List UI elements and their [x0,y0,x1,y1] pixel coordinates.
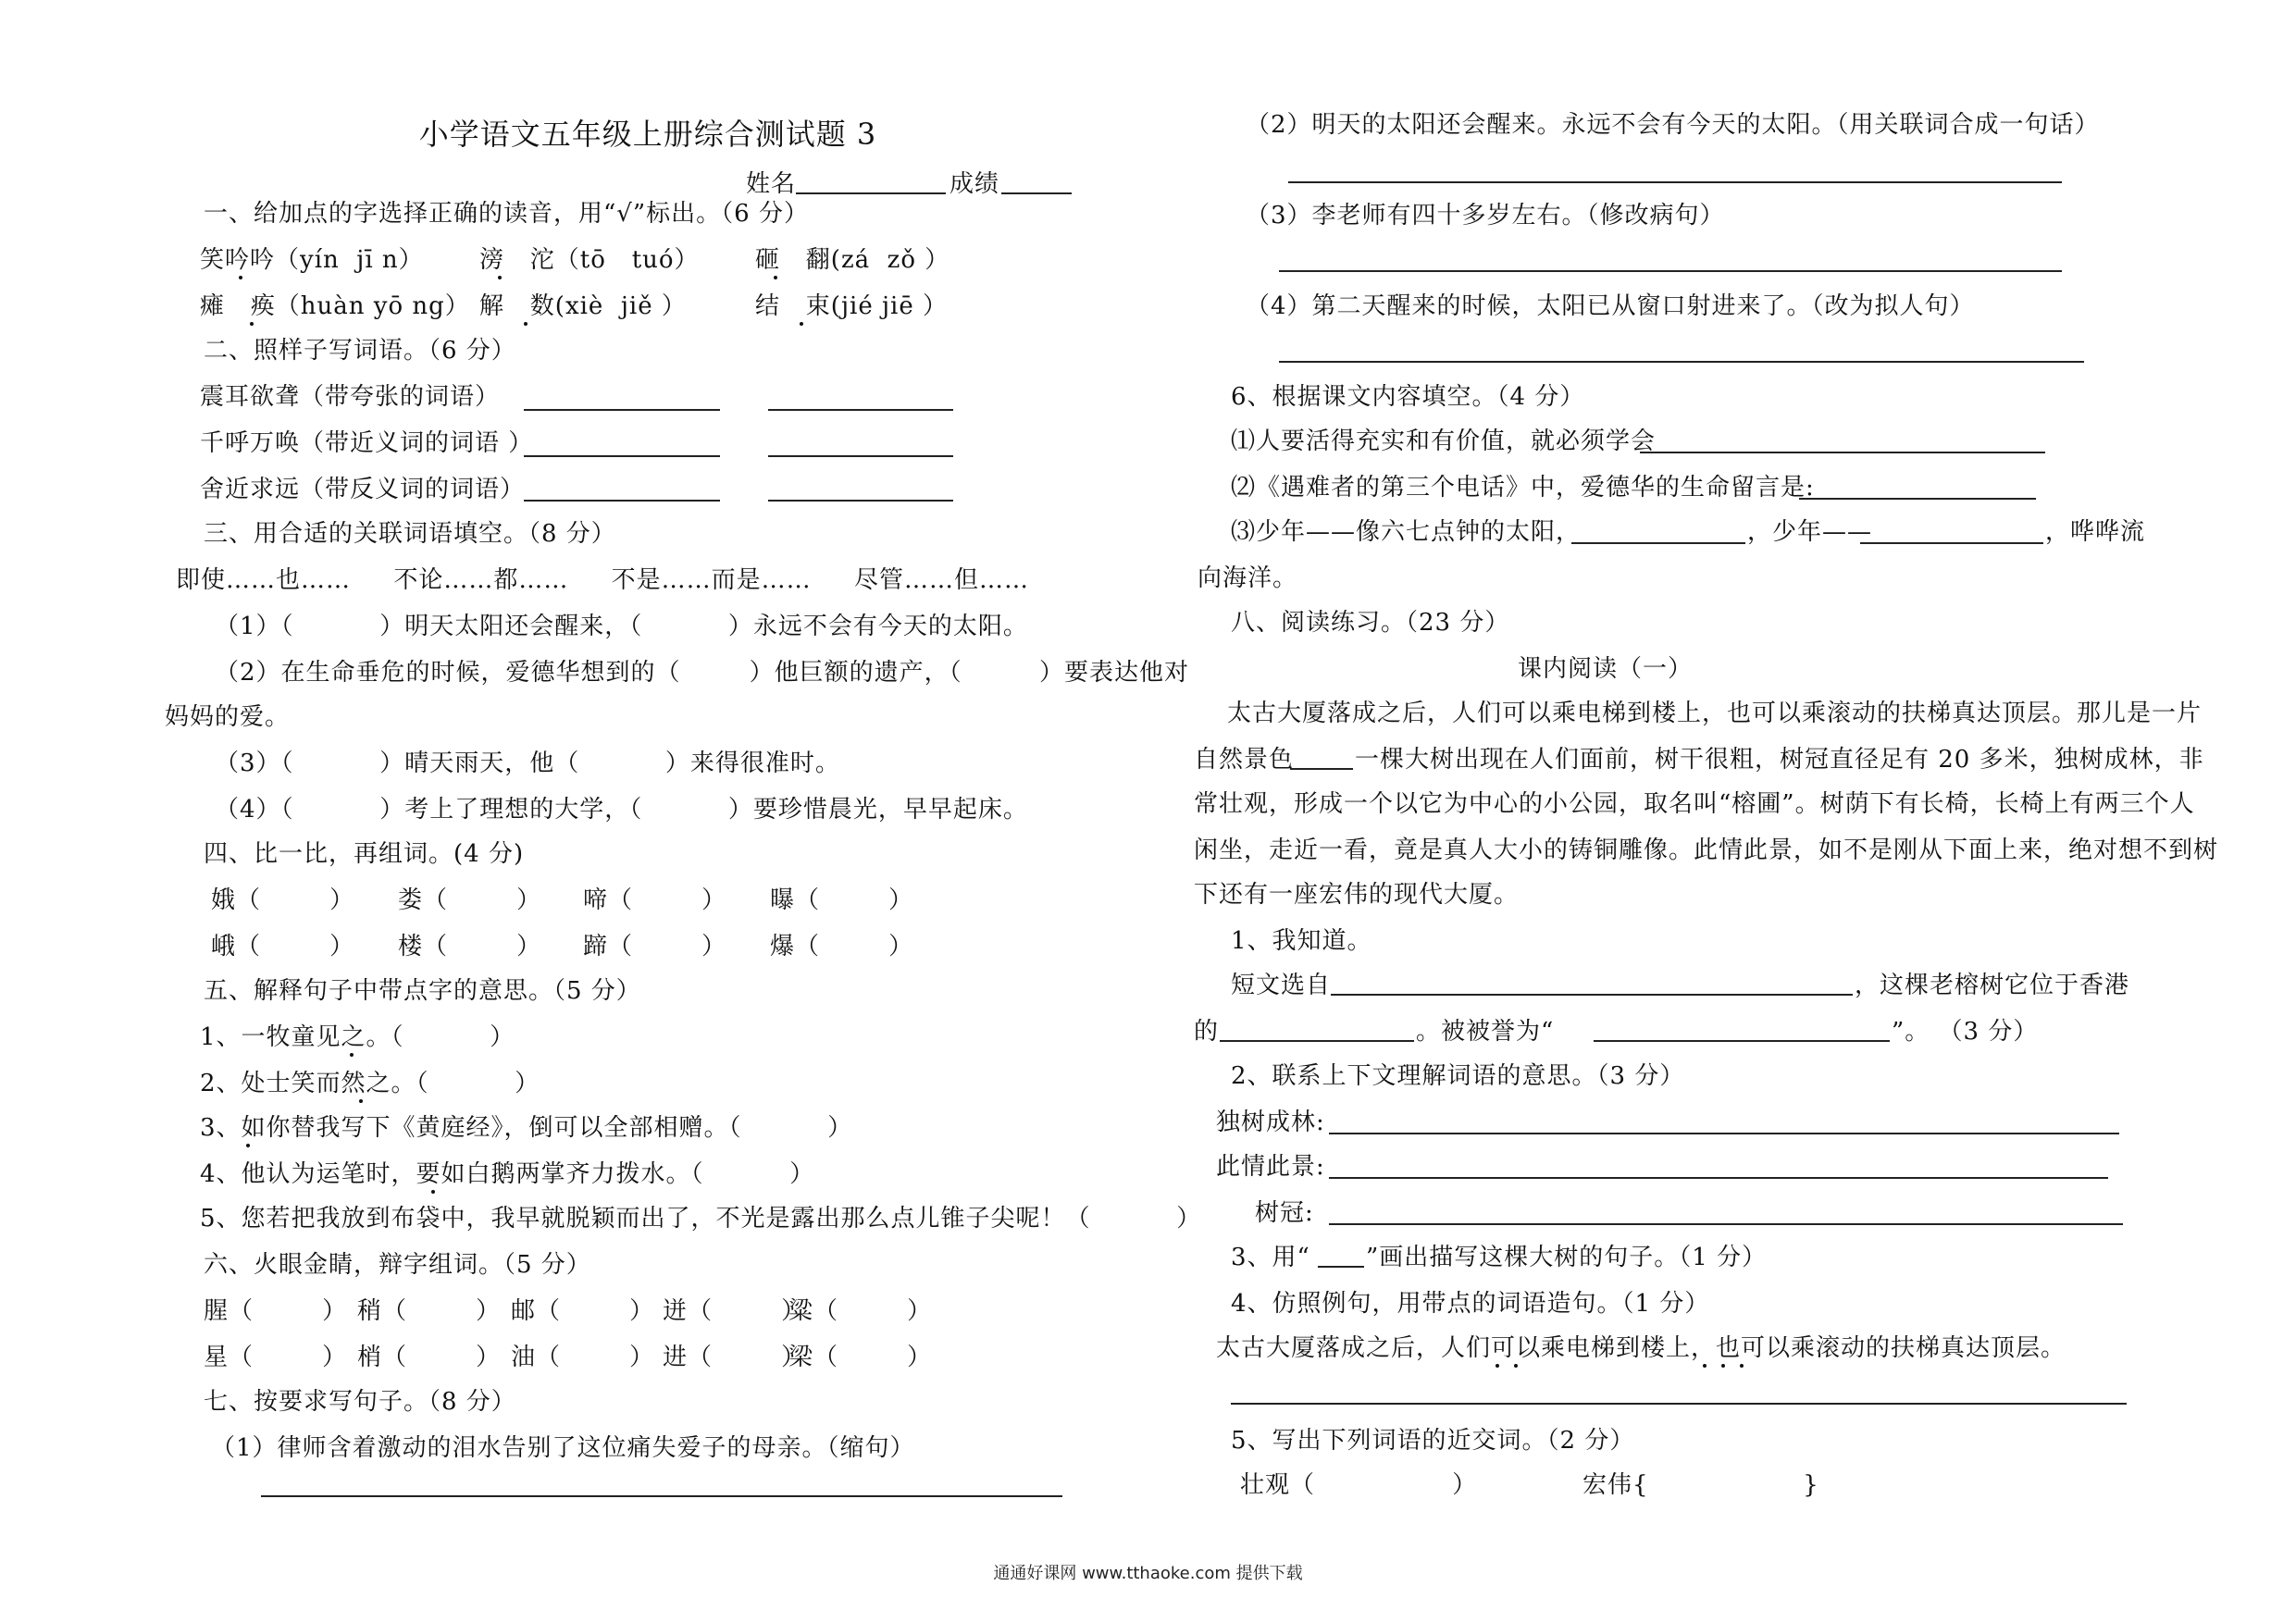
q4-item: 爆（ ） [770,933,914,960]
emphasis-dot [350,1053,354,1057]
q5-item: 3、如你替我写下《黄庭经》，倒可以全部相赠。（ ） [200,1114,853,1142]
q3-item: （2）在生命垂危的时候，爱德华想到的（ ）他巨额的遗产，（ ）要表达他对 [215,659,1190,687]
q5-item: 5、您若把我放到布袋中，我早就脱颖而出了，不光是露出那么点儿锥子尖呢！（ ） [200,1205,1202,1233]
page-title: 小学语文五年级上册综合测试题 3 [418,117,877,152]
q5-item: 1、一牧童见之。（ ） [200,1023,515,1051]
reading-title: 课内阅读（一） [1518,655,1694,683]
emphasis-dot [246,1144,250,1147]
emphasis-dot [1703,1364,1706,1368]
passage-line: 太古大厦落成之后，人们可以乘电梯到楼上，也可以乘滚动的扶梯真达顶层。那儿是一片 [1227,700,2203,727]
q2-item: 千呼万唤（带近义词的词语 ） [200,429,534,457]
answer-blank[interactable] [768,500,953,502]
q6-heading: 六、火眼金睛，辩字组词。（5 分） [204,1251,591,1279]
answer-blank[interactable] [524,500,720,502]
answer-blank[interactable] [1799,498,2036,500]
passage-line: 常壮观，形成一个以它为中心的小公园，取名叫“榕圃”。树荫下有长椅，长椅上有两三个人 [1194,790,2195,818]
answer-line[interactable] [1329,1223,2123,1225]
q3-item: （4）（ ）考上了理想的大学，（ ）要珍惜晨光，早早起床。 [215,796,1028,824]
q3-heading: 三、用合适的关联词语填空。（8 分） [204,520,616,548]
answer-blank[interactable] [1290,768,1353,770]
q1-item: 笑吟吟（yín jī n） [200,246,424,274]
answer-blank[interactable] [1860,542,2043,544]
q4-item: 娥（ ） [211,886,355,914]
answer-line[interactable] [1288,181,2062,183]
answer-blank[interactable] [1331,994,1853,996]
passage-line: 下还有一座宏伟的现代大厦。 [1194,881,1520,909]
q4-item: 曝（ ） [770,886,914,914]
emphasis-dot [1514,1364,1518,1368]
reading-q1-text: ”。 （3 分） [1892,1018,2039,1046]
q4-heading: 四、比一比，再组词。(4 分) [204,840,525,868]
answer-blank[interactable] [524,455,720,457]
reading-q3: ”画出描写这棵大树的句子。（1 分） [1366,1244,1768,1271]
q3-item: （3）（ ）晴天雨天，他（ ）来得很准时。 [215,750,840,777]
q8-item: ，少年—— [1747,518,1873,546]
answer-line[interactable] [1279,361,2084,363]
reading-q1-text: 。被被誉为“ [1416,1018,1555,1046]
q4-item: 蹄（ ） [583,933,727,960]
answer-blank[interactable] [524,409,720,411]
q8-item: ，哗哗流 [2045,518,2146,546]
passage-line: 闲坐，走近一看，竟是真人大小的铸铜雕像。此情此景，如不是刚从下面上来，绝对想不到树 [1194,836,2219,864]
synonym-item: 壮观（ ） [1240,1471,1478,1499]
q4-item: 楼（ ） [398,933,542,960]
reading-q3: 3、用“ [1231,1244,1310,1271]
emphasis-dot [1496,1364,1499,1368]
emphasis-dot [1721,1364,1725,1368]
q4-item: 啼（ ） [583,886,727,914]
answer-line[interactable] [1279,270,2062,272]
reading-q1-text: 的 [1194,1018,1220,1046]
reading-q1-text: ，这棵老榕树它位于香港 [1855,972,2130,999]
q8-heading: 6、根据课文内容填空。（4 分） [1231,383,1585,411]
q7-item: （1）律师含着激动的泪水告别了这位痛失爱子的母亲。（缩句） [211,1434,915,1462]
answer-blank[interactable] [1571,542,1745,544]
q1-heading: 一、给加点的字选择正确的读音，用“√”标出。（6 分） [204,200,809,228]
reading-q4: 4、仿照例句，用带点的词语造句。（1 分） [1231,1290,1710,1318]
answer-line[interactable] [1329,1177,2108,1179]
q1-item: 结 束(jié jiē ） [755,292,948,320]
q6-item: 梢（ ） [357,1344,502,1371]
reading-q1-text: 短文选自 [1231,972,1332,999]
reading-q2: 2、联系上下文理解词语的意思。（3 分） [1231,1062,1685,1090]
q6-item: 星（ ） [204,1344,348,1371]
emphasis-dot [239,276,242,279]
answer-blank[interactable] [768,409,953,411]
q1-item: 砸 翻(zá zǒ ） [755,246,950,274]
q1-item: 滂 沱（tō tuó） [479,246,700,274]
name-field[interactable] [796,192,946,194]
q4-item: 峨（ ） [211,933,355,960]
score-label: 成绩 [949,170,1000,198]
reading-q1: 1、我知道。 [1231,927,1372,955]
q3-item-cont: 妈妈的爱。 [165,703,291,731]
q7-item: （4）第二天醒来的时候，太阳已从窗口射进来了。（改为拟人句） [1246,292,1975,320]
q6-item: 梁（ ） [788,1344,933,1371]
term-label: 树冠: [1255,1199,1314,1227]
q1-item: 瘫 痪（huàn yō ng） [200,292,470,320]
q6-item: 邮（ ） [511,1297,655,1325]
answer-line[interactable] [261,1495,1062,1497]
right-column [1194,0,2219,1623]
emphasis-dot [359,1099,363,1103]
q3-item: （1）（ ）明天太阳还会醒来，（ ）永远不会有今天的太阳。 [215,613,1028,640]
q5-item: 4、他认为运笔时，要如白鹅两掌齐力拨水。（ ） [200,1160,815,1188]
answer-line[interactable] [1231,1403,2127,1405]
emphasis-dot [800,322,803,326]
q4-item: 娄（ ） [398,886,542,914]
q6-item: 进（ ） [663,1344,807,1371]
q6-item: 稍（ ） [357,1297,502,1325]
term-label: 此情此景: [1216,1153,1325,1181]
q6-item: 粱（ ） [788,1297,933,1325]
answer-blank[interactable] [1640,452,2045,453]
passage-line: 一棵大树出现在人们面前，树干很粗，树冠直径足有 20 多米，独树成林，非 [1355,746,2204,774]
answer-line[interactable] [1329,1133,2119,1134]
emphasis-dot [250,322,254,326]
q1-item: 解 数(xiè jiě ） [479,292,687,320]
q8-item: ⑴人要活得充实和有价值，就必须学会 [1231,427,1657,455]
q8-item: ⑵《遇难者的第三个电话》中，爱德华的生命留言是: [1231,474,1815,502]
q2-item: 舍近求远（带反义词的词语） [200,476,526,503]
emphasis-dot [1740,1364,1744,1368]
footer-credit: 通通好课网 www.tthaoke.com 提供下载 [993,1564,1303,1583]
q5-heading: 五、解释句子中带点字的意思。（5 分） [204,977,641,1005]
q6-item: 油（ ） [511,1344,655,1371]
term-label: 独树成林: [1216,1109,1325,1136]
answer-blank[interactable] [1594,1040,1890,1042]
q7-heading: 七、按要求写句子。（8 分） [204,1388,516,1416]
q8-item: ⑶少年——像六七点钟的太阳， [1231,518,1582,546]
q6-item: 迸（ ） [663,1297,807,1325]
example-sentence: 太古大厦落成之后，人们可以乘电梯到楼上，也可以乘滚动的扶梯真达顶层。 [1216,1334,2066,1362]
reading-q5: 5、写出下列词语的近交词。（2 分） [1231,1427,1635,1455]
q5-item: 2、处士笑而然之。（ ） [200,1070,540,1097]
q3-word-bank: 即使……也…… 不论……都…… 不是……而是…… 尽管……但…… [176,566,1029,594]
q7-item: （3）李老师有四十多岁左右。（修改病句） [1246,202,1725,229]
emphasis-dot [524,322,527,326]
q2-item: 震耳欲聋（带夸张的词语） [200,383,501,411]
emphasis-dot [431,1190,435,1194]
underline-sample [1318,1266,1364,1268]
passage-line: 自然景色 [1194,746,1295,774]
q8-item-cont: 向海洋。 [1198,564,1298,592]
synonym-item: 宏伟{ } [1582,1471,1819,1499]
answer-blank[interactable] [768,455,953,457]
name-label: 姓名 [746,170,797,198]
emphasis-dot [774,276,777,279]
q2-heading: 二、照样子写词语。（6 分） [204,337,516,365]
score-field[interactable] [1001,192,1072,194]
emphasis-dot [498,276,502,279]
q7-item: （2）明天的太阳还会醒来。永远不会有今天的太阳。（用关联词合成一句话） [1246,111,2100,139]
q6-item: 腥（ ） [204,1297,348,1325]
q9-heading: 八、阅读练习。（23 分） [1231,609,1510,637]
answer-blank[interactable] [1220,1040,1414,1042]
